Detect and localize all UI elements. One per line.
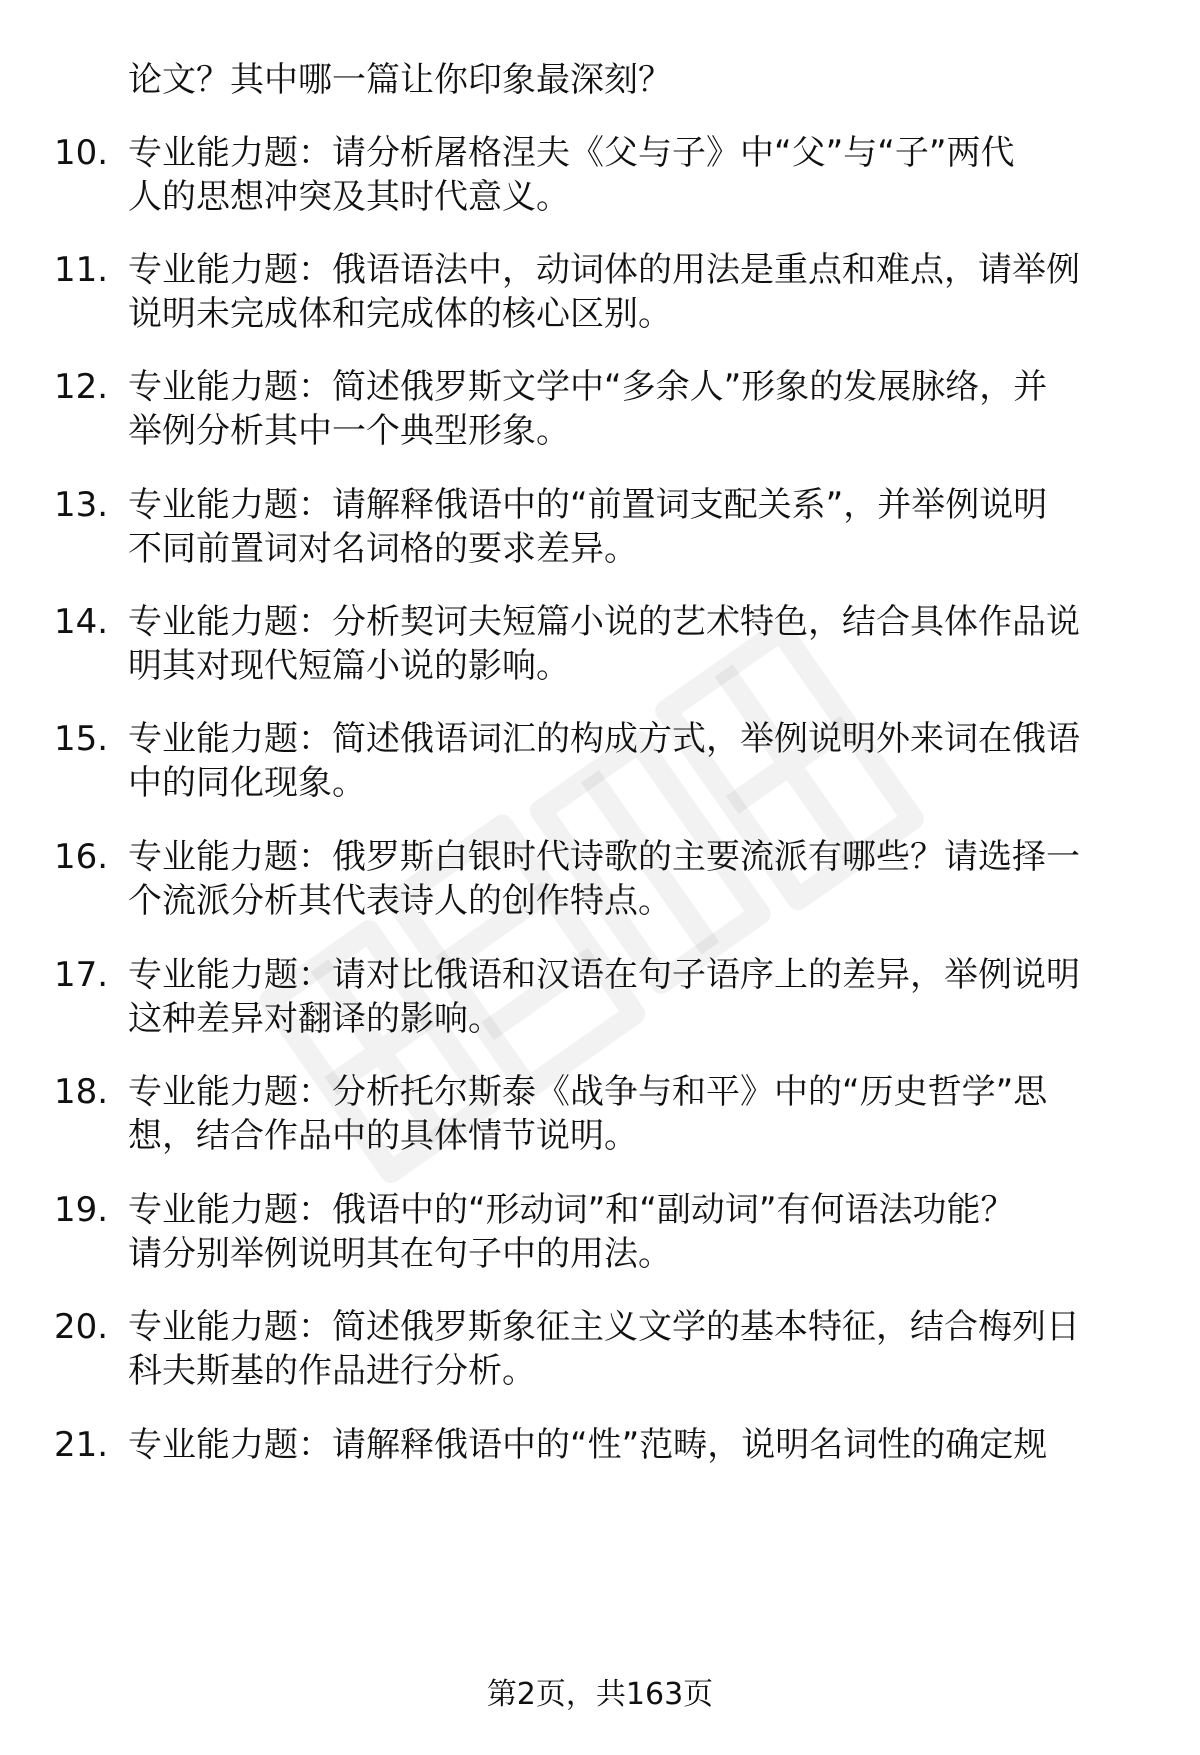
continuation-text: 论文？其中哪一篇让你印象最深刻？ [128,60,672,100]
item-text-line: 明其对现代短篇小说的影响。 [128,646,570,686]
item-text-line: 专业能力题：请分析屠格涅夫《父与子》中“父”与“子”两代 [128,133,1015,173]
item-text-line: 举例分析其中一个典型形象。 [128,411,570,451]
item-number: 10. [54,133,109,173]
item-text-line: 专业能力题：俄罗斯白银时代诗歌的主要流派有哪些？请选择一 [128,837,1080,877]
item-text-line: 专业能力题：俄语语法中，动词体的用法是重点和难点，请举例 [128,250,1080,290]
item-text-line: 专业能力题：分析契诃夫短篇小说的艺术特色，结合具体作品说 [128,602,1080,642]
item-number: 21. [54,1425,109,1465]
item-text-line: 专业能力题：简述俄罗斯象征主义文学的基本特征，结合梅列日 [128,1307,1080,1347]
item-number: 13. [54,485,109,525]
item-number: 20. [54,1307,109,1347]
item-number: 16. [54,837,109,877]
item-text-line: 专业能力题：请解释俄语中的“性”范畴，说明名词性的确定规 [128,1425,1048,1465]
item-text-line: 想，结合作品中的具体情节说明。 [128,1116,638,1156]
item-text-line: 这种差异对翻译的影响。 [128,999,502,1039]
item-number: 14. [54,602,109,642]
item-text-line: 人的思想冲突及其时代意义。 [128,177,570,217]
item-text-line: 中的同化现象。 [128,763,366,803]
item-text-line: 个流派分析其代表诗人的创作特点。 [128,881,672,921]
item-text-line: 专业能力题：请解释俄语中的“前置词支配关系”，并举例说明 [128,485,1048,525]
item-text-line: 科夫斯基的作品进行分析。 [128,1351,536,1391]
item-number: 19. [54,1190,109,1230]
item-text-line: 专业能力题：请对比俄语和汉语在句子语序上的差异，举例说明 [128,955,1080,995]
item-number: 18. [54,1072,109,1112]
item-text-line: 专业能力题：俄语中的“形动词”和“副动词”有何语法功能？ [128,1190,1015,1230]
item-number: 11. [54,250,109,290]
item-text-line: 专业能力题：分析托尔斯泰《战争与和平》中的“历史哲学”思 [128,1072,1048,1112]
item-text-line: 专业能力题：简述俄语词汇的构成方式，举例说明外来词在俄语 [128,719,1080,759]
item-number: 12. [54,367,109,407]
item-text-line: 说明未完成体和完成体的核心区别。 [128,294,672,334]
item-number: 17. [54,955,109,995]
item-text-line: 请分别举例说明其在句子中的用法。 [128,1234,672,1274]
item-text-line: 专业能力题：简述俄罗斯文学中“多余人”形象的发展脉络，并 [128,367,1048,407]
item-text-line: 不同前置词对名词格的要求差异。 [128,529,638,569]
page-footer: 第2页，共163页 [486,1677,714,1712]
item-number: 15. [54,719,109,759]
